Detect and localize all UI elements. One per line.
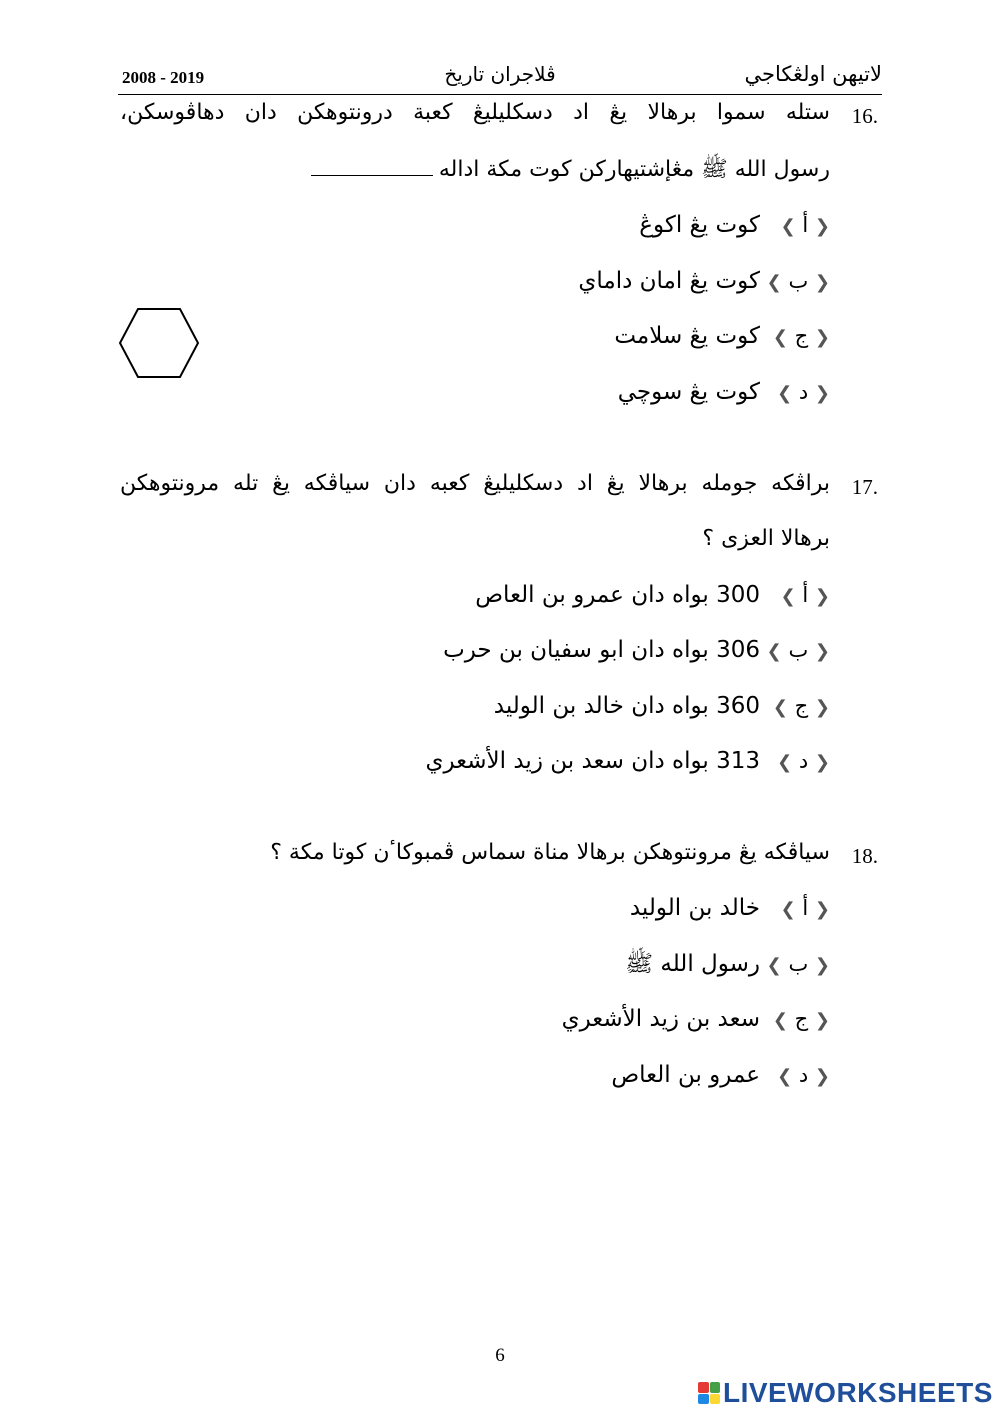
option-label: ❮ ج ❯ <box>772 324 830 348</box>
question-18-number: 18. <box>851 844 878 868</box>
exam-title: لاتيهن اولڠكاجي <box>744 62 882 86</box>
question-17-option-d[interactable]: ❮ د ❯313 بواه دان سعد بن زيد الأشعري <box>425 744 830 778</box>
question-18-option-a[interactable]: ❮ أ ❯خالد بن الوليد <box>630 891 830 925</box>
question-16-option-a[interactable]: ❮ أ ❯كوت يڠ اكوڠ <box>639 208 830 242</box>
option-label: ❮ د ❯ <box>777 749 830 773</box>
question-18-option-b[interactable]: ❮ ب ❯رسول الله ﷺ <box>625 947 830 981</box>
question-16-option-d[interactable]: ❮ د ❯كوت يڠ سوچي <box>618 375 830 409</box>
option-label: ❮ ج ❯ <box>772 694 830 718</box>
question-17-line-2: برهالا العزى ؟ <box>702 526 830 551</box>
option-label: ❮ ج ❯ <box>772 1007 830 1031</box>
page-number: 6 <box>495 1345 505 1366</box>
question-18-option-d[interactable]: ❮ د ❯عمرو بن العاص <box>611 1058 830 1092</box>
question-16-number: 16. <box>851 104 878 128</box>
option-label: ❮ أ ❯ <box>780 213 830 237</box>
question-17-option-c[interactable]: ❮ ج ❯360 بواه دان خالد بن الوليد <box>494 689 830 723</box>
answer-hexagon[interactable] <box>118 307 200 379</box>
liveworksheets-brand[interactable] <box>698 1378 993 1408</box>
question-16-line-1: ستله سموا برهالا يڠ اد دسكليليڠ كعبة درونتوهكن دان دهاڤوسكن، <box>120 100 830 125</box>
question-17-number: 17. <box>851 475 878 499</box>
question-18-line-1: سياڤكه يڠ مرونتوهكن برهالا مناة سماس ڤمبوكاٴن كوتا مكة ؟ <box>270 840 830 865</box>
question-16-line-2: رسول الله ﷺ مڠإشتيهاركن كوت مكة اداله <box>311 155 830 187</box>
liveworksheets-logo-icon <box>698 1382 720 1404</box>
question-17-option-a[interactable]: ❮ أ ❯300 بواه دان عمرو بن العاص <box>475 578 830 612</box>
option-label: ❮ د ❯ <box>777 380 830 404</box>
answer-blank[interactable] <box>311 161 433 176</box>
option-label: ❮ أ ❯ <box>780 583 830 607</box>
page-header <box>118 60 882 95</box>
option-label: ❮ أ ❯ <box>780 896 830 920</box>
question-16-option-c[interactable]: ❮ ج ❯كوت يڠ سلامت <box>614 319 830 353</box>
option-label: ❮ د ❯ <box>777 1063 830 1087</box>
option-label: ❮ ب ❯ <box>766 638 830 662</box>
brand-text: LIVEWORKSHEETS <box>723 1377 993 1408</box>
subject-title: ڤلاجر‌ان تاريخ <box>444 62 556 86</box>
question-16-option-b[interactable]: ❮ ب ❯كوت يڠ امان داماي <box>578 264 830 298</box>
question-17-option-b[interactable]: ❮ ب ❯306 بواه دان ابو سفيان بن حرب <box>443 633 830 667</box>
option-label: ❮ ب ❯ <box>766 952 830 976</box>
question-18-option-c[interactable]: ❮ ج ❯سعد بن زيد الأشعري <box>562 1002 830 1036</box>
option-label: ❮ ب ❯ <box>766 269 830 293</box>
question-17-line-1: براڤكه جومله برهالا يڠ اد دسكليليڠ كعبه دان سياڤكه يڠ تله مرونتوهكن <box>120 471 830 496</box>
year-range: 2008 - 2019 <box>122 68 205 87</box>
